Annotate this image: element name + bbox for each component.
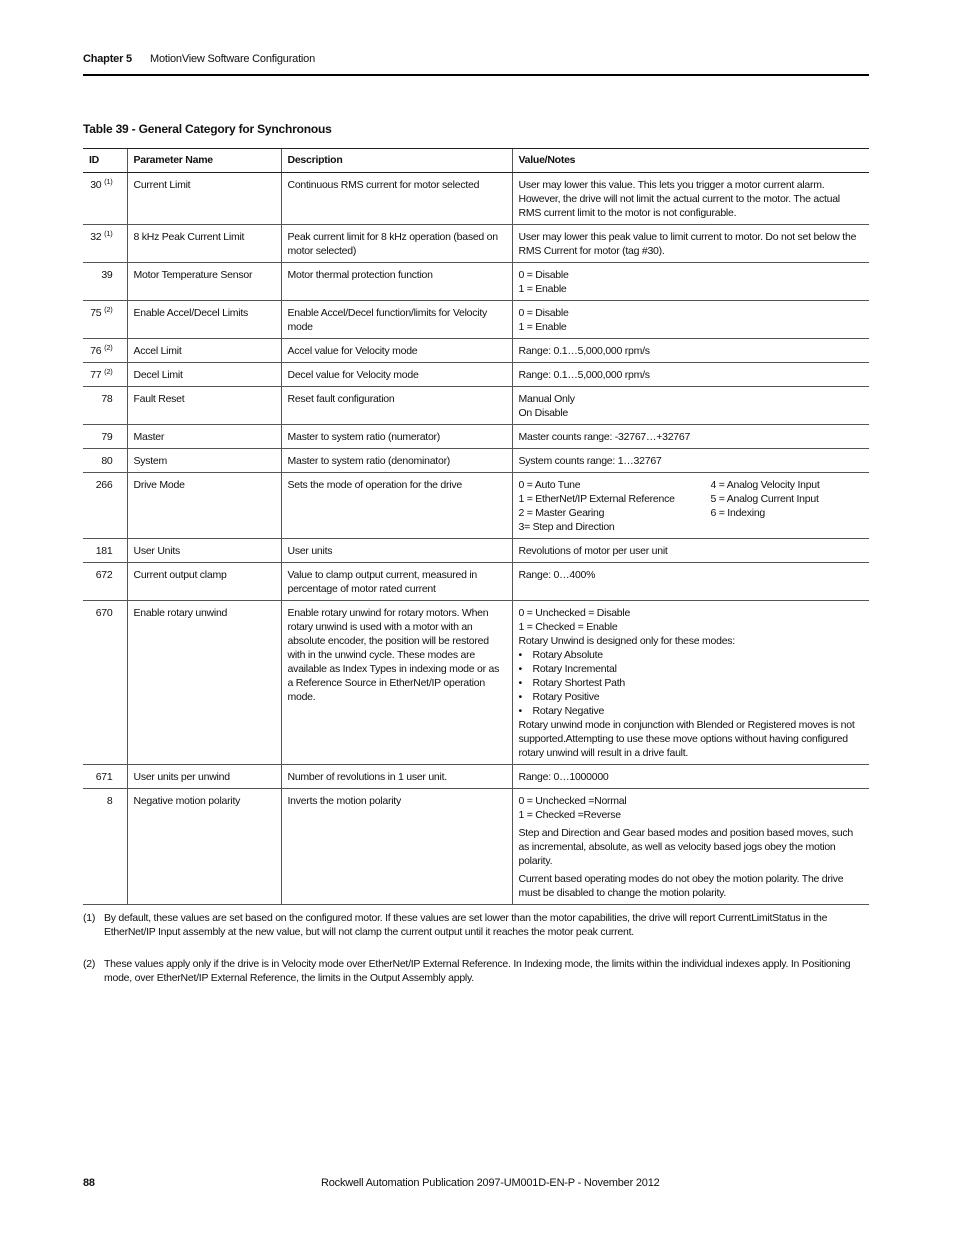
note-line: User may lower this value. This lets you trigger a motor current alarm. However, the drive will not limit the actual current to the motor. The actual RMS current limit to the motor is not configurable. <box>518 179 840 219</box>
param-id: 8 <box>106 795 113 807</box>
param-name: Accel Limit <box>127 339 281 363</box>
param-id: 266 <box>95 479 113 491</box>
table-caption: Table 39 - General Category for Synchronous <box>83 122 332 136</box>
footnote-mark: (2) <box>83 958 96 970</box>
note-line: Rotary Unwind is designed only for these modes: <box>518 635 735 647</box>
param-notes <box>512 765 869 789</box>
param-description: Enable rotary unwind for rotary motors. When rotary unwind is used with a motor with an absolute encoder, the position will be restored with in the unwind cycle. These modes are available as Index Types in indexing mode or as a Reference Source in EtherNet/IP operation mode. <box>281 601 512 765</box>
table-header-row <box>83 149 869 173</box>
note-line: Range: 0…1000000 <box>518 771 609 783</box>
note-line: 0 = Disable <box>518 269 569 281</box>
param-id-cell <box>83 563 127 601</box>
table-row <box>83 601 869 765</box>
note-line: Revolutions of motor per user unit <box>518 545 668 557</box>
param-id-cell <box>83 601 127 765</box>
drive-mode-option: 0 = Auto Tune <box>518 479 581 491</box>
param-description: Value to clamp output current, measured in percentage of motor rated current <box>281 563 512 601</box>
header-rule <box>83 74 869 76</box>
table-row <box>83 263 869 301</box>
param-name: Decel Limit <box>127 363 281 387</box>
param-id-cell <box>83 263 127 301</box>
param-notes <box>512 263 869 301</box>
param-name: Enable rotary unwind <box>127 601 281 765</box>
param-notes <box>512 173 869 225</box>
table-row <box>83 387 869 425</box>
param-id: 670 <box>95 607 113 619</box>
chapter-title: MotionView Software Configuration <box>150 53 316 65</box>
note-bullet: • Rotary Incremental <box>519 662 864 676</box>
param-id: 77 <box>90 369 102 381</box>
table-row <box>83 789 869 905</box>
drive-mode-column-right <box>711 478 820 534</box>
table-row <box>83 539 869 563</box>
note-line: 0 = Disable <box>518 307 569 319</box>
table-row <box>83 225 869 263</box>
param-description: Inverts the motion polarity <box>281 789 512 905</box>
note-bullet: • Rotary Absolute <box>519 648 864 662</box>
note-line: 1 = Checked =Reverse <box>518 809 621 821</box>
table-body <box>83 173 869 905</box>
table-row <box>83 563 869 601</box>
param-id: 78 <box>101 393 113 405</box>
param-id: 181 <box>95 545 113 557</box>
param-notes <box>512 473 869 539</box>
table-row <box>83 363 869 387</box>
param-id: 75 <box>90 307 102 319</box>
param-id: 79 <box>101 431 113 443</box>
footnote-ref: (2) <box>104 343 113 352</box>
running-header <box>83 53 869 65</box>
note-line: On Disable <box>518 407 568 419</box>
param-name: System <box>127 449 281 473</box>
param-notes <box>512 225 869 263</box>
chapter-label: Chapter 5 <box>83 53 132 65</box>
param-name: Drive Mode <box>127 473 281 539</box>
param-id-cell <box>83 387 127 425</box>
param-id: 80 <box>101 455 113 467</box>
param-id: 39 <box>101 269 113 281</box>
note-line: 1 = Enable <box>518 283 567 295</box>
param-id: 672 <box>95 569 113 581</box>
note-line: User may lower this peak value to limit current to motor. Do not set below the RMS Current for motor (tag #30). <box>518 231 857 257</box>
param-name: Current Limit <box>127 173 281 225</box>
drive-mode-option: 6 = Indexing <box>710 507 766 519</box>
note-bullet: • Rotary Positive <box>519 690 864 704</box>
param-name: User Units <box>127 539 281 563</box>
param-name: User units per unwind <box>127 765 281 789</box>
footnote-ref: (2) <box>104 367 113 376</box>
param-description: Sets the mode of operation for the drive <box>281 473 512 539</box>
drive-mode-option: 2 = Master Gearing <box>518 507 605 519</box>
param-id: 32 <box>90 231 102 243</box>
drive-mode-option: 5 = Analog Current Input <box>710 493 819 505</box>
param-description: Reset fault configuration <box>281 387 512 425</box>
table-row <box>83 449 869 473</box>
note-line: Manual Only <box>518 393 575 405</box>
note-line: Range: 0.1…5,000,000 rpm/s <box>518 345 650 357</box>
column-header-name: Parameter Name <box>127 149 281 173</box>
param-notes <box>512 387 869 425</box>
note-line: 1 = Checked = Enable <box>518 621 618 633</box>
param-id-cell <box>83 225 127 263</box>
note-line: Range: 0.1…5,000,000 rpm/s <box>518 369 650 381</box>
footnote-text: These values apply only if the drive is in Velocity mode over EtherNet/IP External Reference. In Indexing mode, the limits within the individual indexes apply. In Positioning mode, over EtherNet/IP External Reference, the limits in the Output Assembly apply. <box>104 958 851 984</box>
note-paragraph: Current based operating modes do not obey the motion polarity. The drive must be disabled to change the motion polarity. <box>518 873 844 899</box>
param-id-cell <box>83 363 127 387</box>
param-description: Master to system ratio (denominator) <box>281 449 512 473</box>
param-id: 671 <box>95 771 113 783</box>
table-row <box>83 301 869 339</box>
param-id: 76 <box>90 345 102 357</box>
param-id: 30 <box>90 179 102 191</box>
param-notes <box>512 301 869 339</box>
param-name: Master <box>127 425 281 449</box>
param-name: Current output clamp <box>127 563 281 601</box>
column-header-id: ID <box>83 149 127 173</box>
table-row <box>83 765 869 789</box>
page-number: 88 <box>83 1177 95 1189</box>
note-bullet: • Rotary Shortest Path <box>519 676 864 690</box>
note-line: Master counts range: -32767…+32767 <box>518 431 691 443</box>
param-id-cell <box>83 339 127 363</box>
param-notes <box>512 563 869 601</box>
note-paragraph: Step and Direction and Gear based modes and position based moves, such as incremental, absolute, as well as velocity based jogs obey the motion polarity. <box>518 827 853 867</box>
param-description: Master to system ratio (numerator) <box>281 425 512 449</box>
note-line: 0 = Unchecked =Normal <box>518 795 627 807</box>
drive-mode-option: 3= Step and Direction <box>518 521 615 533</box>
drive-mode-list <box>519 478 864 534</box>
param-description: Number of revolutions in 1 user unit. <box>281 765 512 789</box>
param-description: Motor thermal protection function <box>281 263 512 301</box>
param-notes <box>512 539 869 563</box>
note-line: Range: 0…400% <box>518 569 596 581</box>
param-name: Enable Accel/Decel Limits <box>127 301 281 339</box>
param-notes <box>512 339 869 363</box>
param-notes <box>512 449 869 473</box>
note-line: 1 = Enable <box>518 321 567 333</box>
param-notes <box>512 363 869 387</box>
footnote-2 <box>83 957 869 985</box>
param-id-cell <box>83 765 127 789</box>
param-notes <box>512 425 869 449</box>
param-notes <box>512 789 869 905</box>
parameter-table <box>83 148 869 905</box>
param-description: Continuous RMS current for motor selected <box>281 173 512 225</box>
footnote-ref: (1) <box>104 229 113 238</box>
note-bullet: • Rotary Negative <box>519 704 864 718</box>
footnote-1 <box>83 911 869 939</box>
param-id-cell <box>83 425 127 449</box>
note-line: Rotary unwind mode in conjunction with Blended or Registered moves is not supported.Attempting to use these move options without having configured rotary unwind will result in a drive fault. <box>518 719 855 759</box>
param-description: Peak current limit for 8 kHz operation (based on motor selected) <box>281 225 512 263</box>
param-description: Accel value for Velocity mode <box>281 339 512 363</box>
param-id-cell <box>83 173 127 225</box>
note-line: 0 = Unchecked = Disable <box>518 607 631 619</box>
column-header-notes: Value/Notes <box>512 149 869 173</box>
param-id-cell <box>83 473 127 539</box>
param-name: 8 kHz Peak Current Limit <box>127 225 281 263</box>
param-description: User units <box>281 539 512 563</box>
drive-mode-option: 4 = Analog Velocity Input <box>710 479 820 491</box>
param-id-cell <box>83 789 127 905</box>
param-id-cell <box>83 449 127 473</box>
drive-mode-option: 1 = EtherNet/IP External Reference <box>518 493 675 505</box>
publication-info: Rockwell Automation Publication 2097-UM001D-EN-P - November 2012 <box>321 1177 660 1189</box>
table-row <box>83 473 869 539</box>
footnote-text: By default, these values are set based on the configured motor. If these values are set lower than the motor capabilities, the drive will report CurrentLimitStatus in the EtherNet/IP Input assembly at the new value, but will not clamp the current output until it reaches the motor peak current. <box>104 912 828 938</box>
table-row <box>83 339 869 363</box>
footnote-ref: (1) <box>104 177 113 186</box>
param-id-cell <box>83 539 127 563</box>
table-row <box>83 173 869 225</box>
footnote-ref: (2) <box>104 305 113 314</box>
param-description: Decel value for Velocity mode <box>281 363 512 387</box>
column-header-description: Description <box>281 149 512 173</box>
param-name: Negative motion polarity <box>127 789 281 905</box>
footnote-mark: (1) <box>83 912 96 924</box>
param-id-cell <box>83 301 127 339</box>
table-row <box>83 425 869 449</box>
drive-mode-column-left <box>519 478 711 534</box>
note-line: System counts range: 1…32767 <box>518 455 662 467</box>
param-name: Motor Temperature Sensor <box>127 263 281 301</box>
param-notes <box>512 601 869 765</box>
param-description: Enable Accel/Decel function/limits for Velocity mode <box>281 301 512 339</box>
param-name: Fault Reset <box>127 387 281 425</box>
